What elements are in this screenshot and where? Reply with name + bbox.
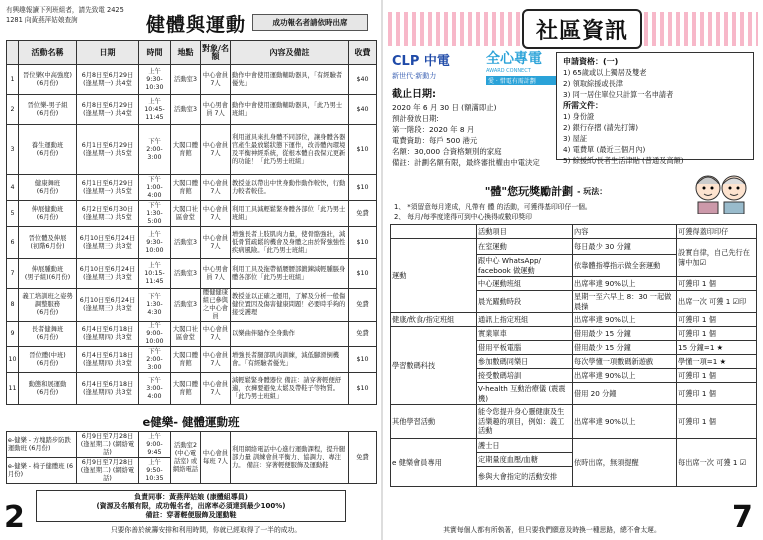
e-class-fee: 免費 xyxy=(349,432,377,484)
reward-header-row xyxy=(391,225,757,239)
class-time: 下午 1:30-5:00 xyxy=(139,201,171,227)
class-fee: $10 xyxy=(349,259,377,289)
class-target: 體健健康組已參與之中心會員 xyxy=(201,289,231,322)
class-row xyxy=(7,347,377,373)
reward-item: 中心運動班組 xyxy=(477,277,573,291)
eligibility-item: 1) 65歲或以上獨居及雙老 xyxy=(563,68,647,77)
reward-stamp: 學懂一項=1 ★ xyxy=(677,355,757,369)
class-fee: $10 xyxy=(349,373,377,405)
activity-term: (初階6月份) xyxy=(30,242,65,250)
activity-term: (6月份) xyxy=(36,109,59,117)
reward-category: 學習數碼科技 xyxy=(391,327,477,405)
reward-item: 護士日 xyxy=(477,439,573,453)
document-item: 2) 銀行存摺 (請先打簿) xyxy=(563,123,639,132)
e-class-name: e-健樂 - 椅子健體班 (6月份) xyxy=(7,458,77,484)
class-target: 中心會員 7人 xyxy=(201,201,231,227)
class-venue: 活動室3 xyxy=(171,259,201,289)
class-venue: 大閣口體育館 xyxy=(171,373,201,405)
class-fee: 免費 xyxy=(349,322,377,347)
class-date: 6月2日至6月30日 (逢星期二) 共5堂 xyxy=(77,201,139,227)
reward-category: 運動 xyxy=(391,239,477,313)
col-item: 活動項目 xyxy=(477,225,573,239)
e-class-name: e-健樂 - 方塊踏步防跌運動班 (6月份) xyxy=(7,432,77,458)
class-fee: $10 xyxy=(349,227,377,259)
clp-logo xyxy=(392,50,482,84)
class-content: 教授並以帶出中世身動作動作較快，行動力較者較佳。 xyxy=(231,175,349,201)
activity-name xyxy=(19,259,77,289)
reward-stamp: 每出席一次 可獲 1 ☑ xyxy=(677,439,757,487)
col-content: 內容 xyxy=(573,225,677,239)
reward-item: 通訊上指定班組 xyxy=(477,313,573,327)
class-venue: 大閣口體育館 xyxy=(171,125,201,175)
reward-item: 接受數碼培訓 xyxy=(477,369,573,383)
reward-content: 依時出席，無須提醒 xyxy=(573,439,677,487)
reward-row xyxy=(391,313,757,327)
class-target: 中心會員 7人 xyxy=(201,65,231,95)
activity-title: 晉位體及伸展 xyxy=(28,234,67,242)
reward-content: 出席率達 90%以上 xyxy=(573,313,677,327)
activity-title: 健康舞班 xyxy=(34,179,61,187)
reward-item: 跟中心 WhatsApp/ facebook 做運動 xyxy=(477,255,573,277)
heart-logo-tag: 愛 · 惜電有需計劃 xyxy=(486,76,556,85)
info-line: 2020 年 6 月 30 日 (額滿即止) xyxy=(392,103,497,112)
reward-stamp: 可獲印 1 個 xyxy=(677,327,757,341)
page-title-community: 社區資訊 xyxy=(522,9,642,49)
row-number: 1 xyxy=(7,65,19,95)
class-time: 下午 1:00-4:00 xyxy=(139,175,171,201)
class-row xyxy=(7,322,377,347)
footer-line: (資源及名額有限，成功報名者，出席率必須達到最少100%) xyxy=(96,502,286,510)
class-date: 6月4日至6月18日 (逢星期四) 共3堂 xyxy=(77,373,139,405)
class-target: 中心會員 7人 xyxy=(201,322,231,347)
info-line: 名額：30,000 合資格類別的家庭 xyxy=(392,147,502,156)
row-number: 8 xyxy=(7,289,19,322)
reward-content: 借用最少 15 分鐘 xyxy=(573,327,677,341)
activity-term: (6月份) xyxy=(36,149,59,157)
class-date: 6月1日至6月29日 (逢星期一) 共5堂 xyxy=(77,175,139,201)
attendance-note: 成功報名者請依時出席 xyxy=(252,14,368,31)
reward-stamp: 15 分鐘=1 ★ xyxy=(677,341,757,355)
class-row xyxy=(7,125,377,175)
reward-title-text: "體"您玩獎勵計劃 xyxy=(484,185,574,198)
class-venue: 大閣口社區會堂 xyxy=(171,201,201,227)
reward-item: 在室運動 xyxy=(477,239,573,255)
page-number-right: 7 xyxy=(732,500,753,535)
row-number: 7 xyxy=(7,259,19,289)
document-item: 1) 身份證 xyxy=(563,112,595,121)
activity-term: (6月份) xyxy=(36,187,59,195)
class-date: 6月4日至6月18日 (逢星期四) 共3堂 xyxy=(77,347,139,373)
class-venue: 大閣口體育館 xyxy=(171,175,201,201)
class-time: 上午 9:30-10:30 xyxy=(139,65,171,95)
info-line: 第一階段：2020 年 8 月 xyxy=(392,125,475,134)
class-content: 動作中會使用運動輔助器具，「此乃男士班組」 xyxy=(231,95,349,125)
documents-title: 所需文件： xyxy=(563,101,603,110)
class-target: 中心男會員 7人 xyxy=(201,95,231,125)
activity-title: 晉位體(中班) xyxy=(29,351,66,359)
class-target: 中心男會員 7人 xyxy=(201,259,231,289)
elderly-couple-illustration xyxy=(688,170,754,214)
activity-term: (男子組)(6月份) xyxy=(24,273,71,281)
class-content: 利用道具來扎身體不同部位，讓身體各器官產生最放鬆狀態下運作，改善體內環境及平衡神經系統，從根本體自我保元更新的功能！「此乃男士班組」 xyxy=(231,125,349,175)
class-target: 中心會員 7人 xyxy=(201,227,231,259)
reward-content: 每日最少 30 分鐘 xyxy=(573,239,677,255)
document-item: 5) 綜援紙/長者生活津貼 (普通及高額) xyxy=(563,156,684,165)
class-date: 6月8日至6月29日 (逢星期一) 共4堂 xyxy=(77,95,139,125)
class-row xyxy=(7,65,377,95)
e-class-content: 利用網絡電話中心進行運動課程，提升腿部力量 訓練會員平衡力、協調力、專注力。 備註：穿著輕便服飾及運動鞋 xyxy=(231,432,349,484)
reward-content: 出席率達 90%以上 xyxy=(573,277,677,291)
activity-name xyxy=(19,289,77,322)
row-number: 4 xyxy=(7,175,19,201)
reward-row xyxy=(391,327,757,341)
reward-title-suffix: - 玩法： xyxy=(577,186,608,196)
info-line: 備註：計劃名額有限，最終審批權由中電決定 xyxy=(392,158,540,167)
row-number: 9 xyxy=(7,322,19,347)
reward-rule: 1、 *須留意每月達成，凡帶有 體 的活動，可獲得基印印仔一個。 xyxy=(394,203,592,211)
reward-stamp: 可獲印 1 個 xyxy=(677,313,757,327)
class-row xyxy=(7,373,377,405)
e-class-time: 上午 9:50-10:35 xyxy=(139,458,171,484)
reward-item: 定期量度血壓/血糖 xyxy=(477,453,573,467)
class-content: 以樂曲伴隨作全身動作 xyxy=(231,322,349,347)
activity-title: 養生運動班 xyxy=(31,141,64,149)
activity-name xyxy=(19,201,77,227)
e-class-date: 6月9日至7月28日 (逢星期二) (網絡電話) xyxy=(77,458,139,484)
clp-slogan: 新世代·新動力 xyxy=(392,72,437,80)
e-class-target: 中心會員 每班 7人 xyxy=(201,432,231,484)
heart-logo-text: 全心專電 xyxy=(486,51,542,67)
class-date: 6月10日至6月24日 (逢星期三) 共3堂 xyxy=(77,227,139,259)
row-number: 11 xyxy=(7,373,19,405)
info-line: 電費資助：每戶 500 港元 xyxy=(392,136,478,145)
activity-name xyxy=(19,373,77,405)
class-fee: 免費 xyxy=(349,201,377,227)
col-time: 時間 xyxy=(139,41,171,65)
e-fitness-table xyxy=(6,431,377,484)
row-number: 5 xyxy=(7,201,19,227)
class-date: 6月4日至6月18日 (逢星期四) 共3堂 xyxy=(77,322,139,347)
clp-logo-text: CLP 中電 xyxy=(392,54,450,69)
activity-title: 晉位樂(中高強度) xyxy=(23,71,72,79)
heart-logo xyxy=(486,48,556,86)
class-fee: $40 xyxy=(349,95,377,125)
reward-stamp: 出席一次 可獲 1 ☑印 xyxy=(677,291,757,313)
reward-item: 參加數碼同樂日 xyxy=(477,355,573,369)
row-number: 6 xyxy=(7,227,19,259)
reward-item: 參與大會指定的活動安排 xyxy=(477,467,573,487)
reward-stamp: 設實自律，自己先行在簿中加☑ xyxy=(677,239,757,277)
right-page xyxy=(388,6,758,534)
activity-name xyxy=(19,95,77,125)
col-venue: 地點 xyxy=(171,41,201,65)
col-activity: 活動名稱 xyxy=(19,41,77,65)
info-line: 預計發放日期: xyxy=(392,114,439,123)
class-venue: 大閣口社區會堂 xyxy=(171,322,201,347)
activity-name xyxy=(19,65,77,95)
class-time: 下午 2:00-3:00 xyxy=(139,347,171,373)
class-date: 6月8日至6月29日 (逢星期一) 共4堂 xyxy=(77,65,139,95)
class-fee: $10 xyxy=(349,175,377,201)
class-fee: $10 xyxy=(349,125,377,175)
responsible-staff-box xyxy=(36,490,346,522)
reward-row xyxy=(391,239,757,255)
left-bottom-quote: 只要你善於統籌安排和利用時間，你就已經取得了一半的成功。 xyxy=(110,526,302,534)
reward-item: V-health 互動治療儀 (震震機) xyxy=(477,383,573,405)
activity-name xyxy=(19,322,77,347)
eligibility-box xyxy=(556,52,754,165)
class-content: 利用工具及拖帶循腰腰部鍛鍊減輕腫脹身體各部位「此乃男士班組」 xyxy=(231,259,349,289)
reward-stamp: 可獲印 1 個 xyxy=(677,405,757,439)
page-number-left: 2 xyxy=(4,500,25,535)
fitness-class-table xyxy=(6,40,377,405)
row-number: 2 xyxy=(7,95,19,125)
activity-term: (6月份) xyxy=(36,213,59,221)
activity-title: 長者健舞班 xyxy=(31,326,64,333)
reward-row xyxy=(391,439,757,453)
reward-item: 實業單車 xyxy=(477,327,573,341)
class-content: 利用工具減輕鬆緊身體各部位「此乃男士班組」 xyxy=(231,201,349,227)
col-category xyxy=(391,225,477,239)
class-content: 動作中會使用運動輔助器具，「有經驗者優先」 xyxy=(231,65,349,95)
reward-scheme-title xyxy=(418,182,674,200)
class-row xyxy=(7,201,377,227)
reward-item: 借用平板電腦 xyxy=(477,341,573,355)
activity-term: (6月份) xyxy=(36,359,59,367)
class-target: 中心會員 7人 xyxy=(201,125,231,175)
reward-stamp: 可獲印 1 個 xyxy=(677,277,757,291)
eligibility-title: 申請資格：(一) xyxy=(563,57,619,66)
class-venue: 活動室3 xyxy=(171,65,201,95)
class-row xyxy=(7,175,377,201)
footer-line: 備註：穿著輕便服飾及運動鞋 xyxy=(145,511,237,519)
eligibility-item: 2) 領取綜援或長津 xyxy=(563,79,623,88)
activity-name xyxy=(19,175,77,201)
class-row xyxy=(7,259,377,289)
col-target: 對象/名額 xyxy=(201,41,231,65)
eligibility-item: 3) 同一居住單位只計算一名申請者 xyxy=(563,90,674,99)
activity-term: (6月份) xyxy=(36,334,59,341)
col-content: 內容及備註 xyxy=(231,41,349,65)
class-row xyxy=(7,289,377,322)
footer-line: 負責同事：黃燕萍姑娘 (康體組導員) xyxy=(134,493,248,501)
activity-term: (6月份) xyxy=(36,388,59,396)
class-time: 上午 9:30-10:00 xyxy=(139,227,171,259)
col-date: 日期 xyxy=(77,41,139,65)
reward-category: e 健樂會員專用 xyxy=(391,439,477,487)
class-time: 上午 9:00-10:00 xyxy=(139,322,171,347)
reward-stamp: 可獲印 1 個 xyxy=(677,369,757,383)
activity-name xyxy=(19,125,77,175)
class-time: 下午 3:00-4:00 xyxy=(139,373,171,405)
e-class-date: 6月9日至7月28日 (逢星期二) (網絡電話) xyxy=(77,432,139,458)
e-class-time: 上午 9:00-9:45 xyxy=(139,432,171,458)
reward-category: 健康/飲食/指定班組 xyxy=(391,313,477,327)
class-time: 上午 10:15-11:45 xyxy=(139,259,171,289)
activity-name xyxy=(19,347,77,373)
activity-title: 晉位樂-男子組 xyxy=(27,101,68,109)
activity-title: 義工培訓班之姿勢調整服務 xyxy=(22,293,73,308)
deadline-label: 截止日期: xyxy=(392,89,436,100)
class-time: 下午 2:00-3:00 xyxy=(139,125,171,175)
class-time: 上午 10:45-11:45 xyxy=(139,95,171,125)
class-fee: 免費 xyxy=(349,289,377,322)
reward-stamp: 可獲印 1 個 xyxy=(677,383,757,405)
page-title-fitness: 健體與運動 xyxy=(145,13,246,36)
class-row xyxy=(7,227,377,259)
left-page xyxy=(6,6,376,534)
class-row xyxy=(7,95,377,125)
heart-logo-sub: AWARD CONNECT xyxy=(486,68,531,74)
class-fee: $40 xyxy=(349,65,377,95)
activity-term: (6月份) xyxy=(36,309,59,316)
class-target: 中心會員 7人 xyxy=(201,347,231,373)
row-number: 10 xyxy=(7,347,19,373)
class-content: 增強長者上肢肌肉力量，使骨骼強壯，減低骨質疏鬆的機會及身體之由於腎強強性疾病風險。「此乃男士班組」 xyxy=(231,227,349,259)
class-target: 中心會員 7人 xyxy=(201,373,231,405)
reward-content: 借用 20 分鐘 xyxy=(573,383,677,405)
reward-content: 星期一至六早上 8：30 一起做晨操 xyxy=(573,291,677,313)
class-date: 6月1日至6月29日 (逢星期一) 共5堂 xyxy=(77,125,139,175)
reward-content: 依靠體指導指示做全套運動 xyxy=(573,255,677,277)
right-bottom-quote: 其實每個人都有所執著，但只要我們願意及時換一種思路，總不會太遲。 xyxy=(443,526,661,534)
e-class-venue: 活動室2 (中心電話室) 或 網絡電話 xyxy=(171,432,201,484)
reward-row xyxy=(391,405,757,439)
reward-table xyxy=(390,224,757,487)
reward-item: 能令您提升身心靈健康及生活樂趣的項目，例如：義工活動 xyxy=(477,405,573,439)
reward-rule: 2、 每月/每季度達得可到中心換得或數印獎印 xyxy=(394,213,532,221)
col-reward: 可獲得蓋印印仔 xyxy=(677,225,757,239)
reward-content: 出席率達 90%以上 xyxy=(573,369,677,383)
e-fitness-section-title: e健樂- 健體運動班 xyxy=(142,415,240,429)
reward-item: 晨光躍動時段 xyxy=(477,291,573,313)
class-target: 中心會員 7人 xyxy=(201,175,231,201)
col-no xyxy=(7,41,19,65)
activity-title: 動態和展運動 xyxy=(28,380,67,388)
class-content: 減輕鬆緊身體器位 備註：請穿著輕便舒適，衣褲要避免太鬆及帶鞋子等物質。「此乃男士班組」 xyxy=(231,373,349,405)
reward-content: 借用最少 15 分鐘 xyxy=(573,341,677,355)
class-date: 6月10日至6月24日 (逢星期三) 共3堂 xyxy=(77,259,139,289)
class-content: 增強長者腿部肌肉訓練，減低腳滑倒機會。「有經驗者優先」 xyxy=(231,347,349,373)
activity-title: 伸展健動班 xyxy=(31,205,64,213)
row-number: 3 xyxy=(7,125,19,175)
class-venue: 活動室3 xyxy=(171,289,201,322)
reward-rules xyxy=(394,202,694,222)
activity-term: (6月份) xyxy=(36,79,59,87)
document-item: 3) 屋証 xyxy=(563,134,588,143)
reward-content: 出席率達 90%以上 xyxy=(573,405,677,439)
class-venue: 活動室3 xyxy=(171,227,201,259)
reward-category: 其他學習活動 xyxy=(391,405,477,439)
class-date: 6月10日至6月24日 (逢星期三) 共3堂 xyxy=(77,289,139,322)
class-fee: $10 xyxy=(349,347,377,373)
reward-content: 每次學懂一項數碼新遊戲 xyxy=(573,355,677,369)
class-venue: 大閣口體育館 xyxy=(171,347,201,373)
col-fee: 收費 xyxy=(349,41,377,65)
class-time: 下午 1:30-4:30 xyxy=(139,289,171,322)
class-venue: 活動室3 xyxy=(171,95,201,125)
activity-title: 伸展腫動班 xyxy=(31,265,64,273)
class-content: 教授並以正確之運用，了解及分析一般傷健位置因及傷害健康問題！必要時乎夠的接受護理 xyxy=(231,289,349,322)
enquiry-hint: 有興趣報讀下列班組者，請先致電 2425 1281 向黃燕萍姑娘查詢 xyxy=(6,6,124,24)
page-divider xyxy=(381,0,383,540)
activity-name xyxy=(19,227,77,259)
document-item: 4) 電費單 (最近三個月內) xyxy=(563,145,646,154)
